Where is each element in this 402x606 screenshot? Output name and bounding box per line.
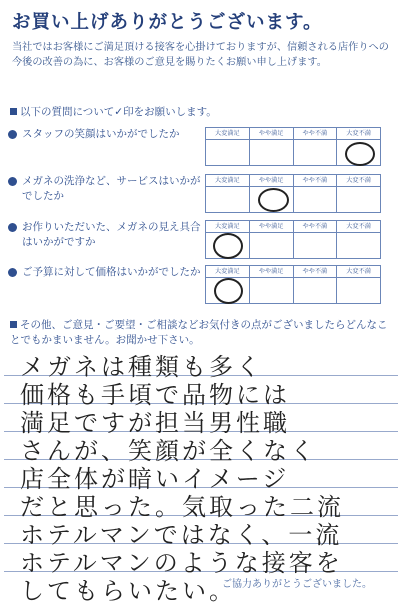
rating-option-very-dissatisfied[interactable]: 大変不満 [337,174,381,213]
rating-grid-3 [205,220,381,259]
closing-text: ご協力ありがとうございました。 [222,579,372,590]
handwritten-line: ホテルマンのような接客を [20,549,343,577]
square-bullet-icon [10,321,17,328]
question-text: メガネの洗浄など、サービスはいかがでしたか [22,175,201,202]
question-3 [8,220,203,249]
rating-grid-4 [205,265,381,304]
page-title: お買い上げありがとうございます。 [12,12,323,33]
rating-option-very-dissatisfied[interactable]: 大変不満 [337,220,381,259]
handwritten-line: さんが、笑顔が全くなく [20,437,317,465]
selected-mark-icon [258,188,289,212]
comment-prompt-text: その他、ご意見・ご要望・ご相談などお気付きの点がございましたらどんなことでもかまいません。お聞かせ下さい。 [10,319,388,346]
rating-option-satisfied[interactable]: やや満足 [250,265,294,304]
circle-bullet-icon [8,130,17,139]
rating-grid-1 [205,127,381,166]
handwritten-line: 満足ですが担当男性職 [20,409,290,437]
rating-option-very-satisfied[interactable]: 大変満足 [205,127,250,166]
circle-bullet-icon [8,268,17,277]
handwritten-line: だと思った。気取った二流 [20,493,344,521]
circle-bullet-icon [8,223,17,232]
rating-option-dissatisfied[interactable]: やや不満 [294,265,338,304]
selected-mark-icon [213,233,243,259]
intro-text: 当社ではお客様にご満足頂ける接客を心掛けておりますが、信頼される店作りへの今後の改善の為に、お客様のご意見を賜りたくお願い申し上げます。 [12,42,389,68]
handwritten-line: してもらいたい。 [20,577,236,605]
question-2 [8,174,203,203]
rating-option-very-satisfied[interactable]: 大変満足 [205,220,250,259]
rating-option-very-satisfied[interactable]: 大変満足 [205,174,250,213]
rating-option-satisfied[interactable]: やや満足 [250,174,294,213]
handwritten-line: メガネは種類も多く [20,353,263,381]
handwritten-line: 価格も手頃で品物には [20,381,290,409]
question-text: お作りいただいた、メガネの見え具合はいかがですか [22,221,201,248]
question-1 [8,127,203,142]
rating-option-very-dissatisfied[interactable]: 大変不満 [337,265,381,304]
question-4 [8,265,203,280]
question-text: ご予算に対して価格はいかがでしたか [22,266,201,278]
rating-option-very-dissatisfied[interactable]: 大変不満 [337,127,381,166]
comment-prompt [10,318,395,347]
rating-grid-2 [205,174,381,213]
instruction-text: 以下の質問について✓印をお願いします。 [20,106,217,118]
rating-option-satisfied[interactable]: やや満足 [250,220,294,259]
rating-option-dissatisfied[interactable]: やや不満 [294,127,338,166]
instruction [10,104,217,119]
rating-option-dissatisfied[interactable]: やや不満 [294,220,338,259]
selected-mark-icon [214,278,243,304]
square-bullet-icon [10,108,17,115]
handwritten-line: 店全体が暗いイメージ [20,465,290,493]
comment-area[interactable] [4,345,398,605]
rating-option-satisfied[interactable]: やや満足 [250,127,294,166]
question-text: スタッフの笑顔はいかがでしたか [22,128,180,140]
rating-option-dissatisfied[interactable]: やや不満 [294,174,338,213]
handwritten-line: ホテルマンではなく、一流 [20,521,343,549]
rating-option-very-satisfied[interactable]: 大変満足 [205,265,250,304]
circle-bullet-icon [8,177,17,186]
